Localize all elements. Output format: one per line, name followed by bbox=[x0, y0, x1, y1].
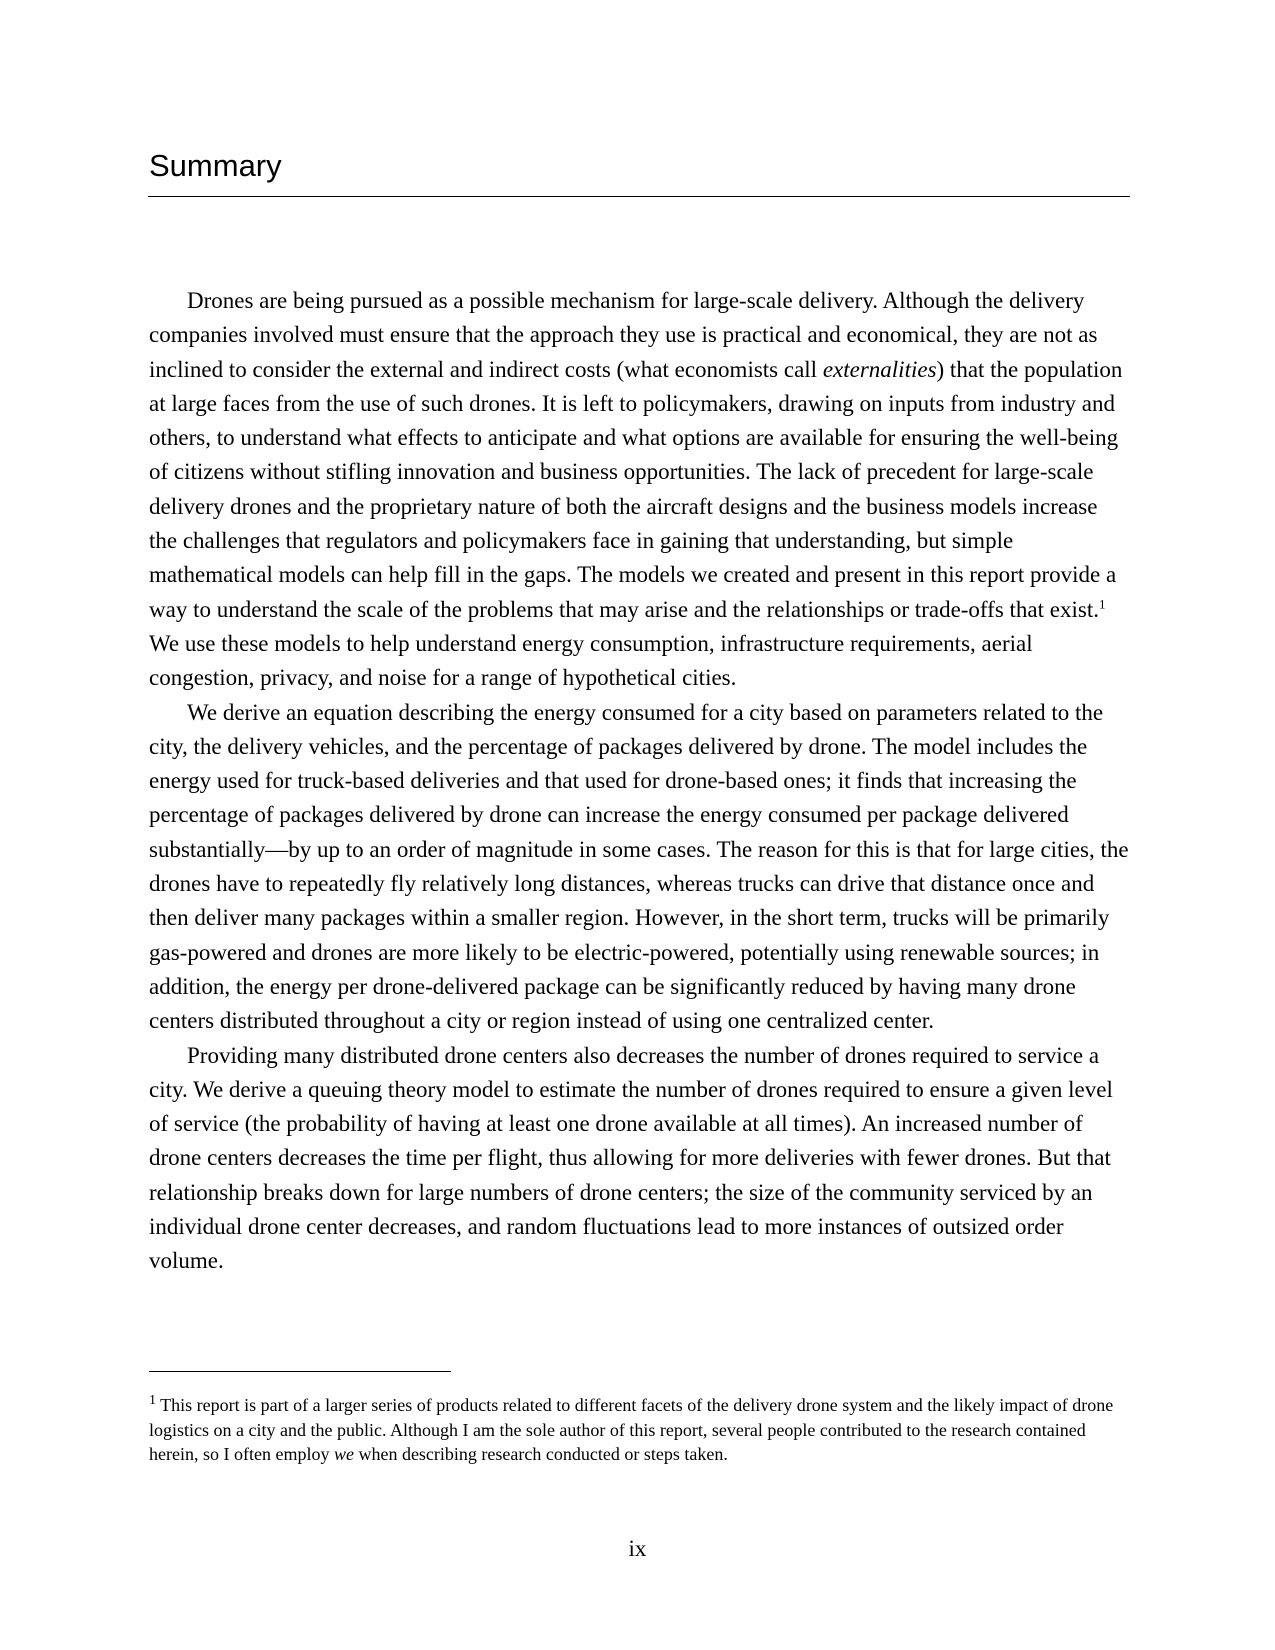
paragraph-1-text-c: We use these models to help understand energy consumption, infrastructure requirements, aerial congestion, privacy, and noise for a range of hypothetical cities. bbox=[149, 630, 1033, 691]
paragraph-2: We derive an equation describing the energy consumed for a city based on parameters related to the city, the delivery vehicles, and the percentage of packages delivered by drone. The model includes the energy used for truck-based deliveries and that used for drone-based ones; it finds that increasing the percentage of packages delivered by drone can increase the energy consumed per package delivered substantially—by up to an order of magnitude in some cases. The reason for this is that for large cities, the drones have to repeatedly fly relatively long distances, whereas trucks can drive that distance once and then deliver many packages within a smaller region. However, in the short term, trucks will be primarily gas-powered and drones are more likely to be electric-powered, potentially using renewable sources; in addition, the energy per drone-delivered package can be significantly reduced by having many drone centers distributed throughout a city or region instead of using one centralized center. bbox=[149, 699, 1129, 1034]
paragraph-1 bbox=[149, 284, 1130, 696]
footnote-reference[interactable]: 1 bbox=[1098, 596, 1106, 612]
footnote-text-a: This report is part of a larger series of products related to different facets of the delivery drone system and the likely impact of drone logistics on a city and the public. Although I am the sole author of this report, several people contributed to the research contained herein, so I often employ bbox=[149, 1395, 1114, 1464]
footnote-number: 1 bbox=[149, 1393, 156, 1408]
title-underline bbox=[148, 196, 1130, 197]
footnote bbox=[149, 1393, 1130, 1467]
page-number: ix bbox=[628, 1536, 647, 1561]
paragraph-3: Providing many distributed drone centers also decreases the number of drones required to service a city. We derive a queuing theory model to estimate the number of drones required to ensure a given level of service (the probability of having at least one drone available at all times). An increased number of drone centers decreases the time per flight, thus allowing for more deliveries with fewer drones. But that relationship breaks down for large numbers of drone centers; the size of the community serviced by an individual drone center decreases, and random fluctuations lead to more instances of outsized order volume. bbox=[149, 1042, 1113, 1274]
page-title: Summary bbox=[149, 148, 282, 183]
emphasis-we: we bbox=[333, 1444, 354, 1464]
paragraph-1-text-b: ) that the population at large faces from the use of such drones. It is left to policymakers, drawing on inputs from industry and others, to understand what effects to anticipate and what options are available for ensuring the well-being of citizens without stifling innovation and business opportunities. The lack of precedent for large-scale delivery drones and the proprietary nature of both the aircraft designs and the business models increase the challenges that regulators and policymakers face in gaining that understanding, but simple mathematical models can help fill in the gaps. The models we created and present in this report provide a way to understand the scale of the problems that may arise and the relationships or trade-offs that exist. bbox=[149, 356, 1123, 622]
footnote-separator bbox=[149, 1371, 451, 1372]
emphasis-externalities: externalities bbox=[822, 356, 937, 382]
footnote-text-b: when describing research conducted or steps taken. bbox=[353, 1444, 728, 1464]
summary-body bbox=[149, 284, 1130, 1279]
paragraph-1-text-a: Drones are being pursued as a possible mechanism for large-scale delivery. Although the delivery companies involved must ensure that the approach they use is practical and economical, they are not as inclined to consider the external and indirect costs (what economists call bbox=[149, 288, 1098, 382]
